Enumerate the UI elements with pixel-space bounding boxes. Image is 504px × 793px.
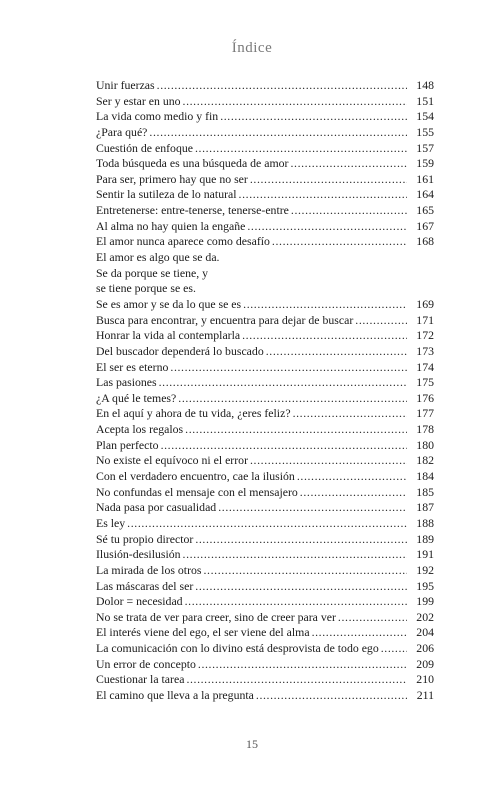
toc-leader-dots: [297, 469, 407, 485]
toc-entry-page: 151: [416, 93, 434, 108]
toc-entry-page: 161: [416, 171, 434, 186]
toc-entry-title: Con el verdadero encuentro, cae la ilusión: [96, 469, 295, 484]
toc-entry-page: 199: [416, 594, 434, 609]
toc-entry: [96, 453, 434, 469]
toc-entry: [96, 328, 434, 344]
toc-leader-dots: [195, 579, 407, 595]
toc-entry-page: 204: [416, 625, 434, 640]
toc-leader-dots: [185, 422, 407, 438]
toc-entry: [96, 438, 434, 454]
toc-entry-title: Se da porque se tiene, y: [96, 265, 209, 280]
toc-entry-title: Sentir la sutileza de lo natural: [96, 187, 237, 202]
toc-entry: [96, 344, 434, 360]
toc-leader-dots: [290, 156, 407, 172]
toc-leader-dots: [204, 563, 408, 579]
toc-entry: [96, 78, 434, 94]
toc-entry-title: Para ser, primero hay que no ser: [96, 171, 248, 186]
toc-entry: [96, 500, 434, 516]
toc-leader-dots: [183, 547, 407, 563]
toc-entry-page: 178: [416, 422, 434, 437]
toc-leader-dots: [338, 610, 407, 626]
toc-entry: [96, 360, 434, 376]
toc-entry: [96, 250, 434, 266]
toc-entry: [96, 594, 434, 610]
toc-leader-dots: [300, 485, 407, 501]
toc-entry: [96, 579, 434, 595]
toc-entry: [96, 610, 434, 626]
toc-leader-dots: [195, 532, 407, 548]
toc-leader-dots: [149, 125, 407, 141]
toc-entry-title: Busca para encontrar, y encuentra para dejar de buscar: [96, 312, 354, 327]
toc-entry: [96, 422, 434, 438]
toc-leader-dots: [185, 594, 407, 610]
page-title: Índice: [231, 40, 273, 56]
toc-entry-page: 180: [416, 437, 434, 452]
toc-entry-page: 211: [416, 687, 434, 702]
toc-entry-page: 165: [416, 203, 434, 218]
toc-leader-dots: [272, 234, 407, 250]
toc-entry: [96, 532, 434, 548]
toc-entry: [96, 266, 434, 282]
toc-entry-title: Nada pasa por casualidad: [96, 500, 217, 515]
toc-entry: [96, 375, 434, 391]
toc-leader-dots: [157, 78, 407, 94]
toc-leader-dots: [247, 219, 407, 235]
toc-entry-title: Acepta los regalos: [96, 422, 184, 437]
toc-entry-page: 148: [416, 78, 434, 92]
toc-leader-dots: [186, 672, 407, 688]
toc-entry-page: 172: [416, 328, 434, 343]
toc-entry: [96, 156, 434, 172]
toc-leader-dots: [183, 94, 407, 110]
toc-entry-title: Cuestionar la tarea: [96, 672, 185, 687]
toc-entry-page: 173: [416, 343, 434, 358]
toc-leader-dots: [250, 453, 407, 469]
toc-entry: [96, 516, 434, 532]
toc-leader-dots: [291, 203, 407, 219]
toc-entry-title: El camino que lleva a la pregunta: [96, 687, 254, 702]
toc-entry: [96, 391, 434, 407]
toc-entry-page: 210: [416, 672, 434, 687]
toc-entry-title: Dolor = necesidad: [96, 594, 183, 609]
toc-entry-title: No se trata de ver para creer, sino de creer para ver: [96, 609, 336, 624]
toc-entry-title: La vida como medio y fin: [96, 109, 219, 124]
toc-entry-page: 185: [416, 484, 434, 499]
toc-entry-title: Es ley: [96, 515, 126, 530]
toc-entry: [96, 313, 434, 329]
toc-entry-page: 184: [416, 469, 434, 484]
toc-entry-page: 206: [416, 641, 434, 656]
toc-entry-title: El ser es eterno: [96, 359, 169, 374]
toc-entry-page: 195: [416, 578, 434, 593]
toc-leader-dots: [161, 438, 407, 454]
toc-entry-page: 159: [416, 156, 434, 171]
toc-entry-page: 176: [416, 390, 434, 405]
toc-leader-dots: [178, 391, 407, 407]
toc-entry-title: El amor nunca aparece como desafío: [96, 234, 270, 249]
table-of-contents: [96, 78, 434, 704]
toc-entry-title: Ser y estar en uno: [96, 93, 181, 108]
toc-entry: [96, 485, 434, 501]
toc-entry: [96, 109, 434, 125]
toc-entry-page: 171: [416, 312, 434, 327]
toc-entry-title: El amor es algo que se da.: [96, 250, 220, 265]
toc-entry-page: 155: [416, 124, 434, 139]
toc-entry-page: 164: [416, 187, 434, 202]
toc-entry-title: Al alma no hay quien la engañe: [96, 218, 246, 233]
toc-entry: [96, 297, 434, 313]
toc-entry: [96, 547, 434, 563]
toc-leader-dots: [266, 344, 407, 360]
toc-entry-page: 174: [416, 359, 434, 374]
toc-entry: [96, 203, 434, 219]
toc-entry-title: No existe el equívoco ni el error: [96, 453, 248, 468]
toc-entry-title: Las pasiones: [96, 375, 157, 390]
toc-leader-dots: [256, 688, 407, 704]
toc-entry-page: 157: [416, 140, 434, 155]
toc-entry: [96, 281, 434, 297]
toc-entry-title: Plan perfecto: [96, 437, 159, 452]
toc-entry-page: 169: [416, 296, 434, 311]
page-number: 15: [246, 737, 258, 751]
toc-entry-page: 192: [416, 562, 434, 577]
toc-leader-dots: [220, 109, 407, 125]
toc-entry-page: 168: [416, 234, 434, 249]
toc-entry-page: 182: [416, 453, 434, 468]
toc-entry-title: El interés viene del ego, el ser viene del alma: [96, 625, 310, 640]
toc-entry-page: 154: [416, 109, 434, 124]
toc-entry-page: 188: [416, 515, 434, 530]
toc-entry-page: 191: [416, 547, 434, 562]
toc-entry-title: Entretenerse: entre-tenerse, tenerse-entre: [96, 203, 289, 218]
toc-entry-page: 189: [416, 531, 434, 546]
toc-leader-dots: [293, 406, 407, 422]
toc-entry-title: En el aquí y ahora de tu vida, ¿eres feliz?: [96, 406, 291, 421]
toc-entry-title: Toda búsqueda es una búsqueda de amor: [96, 156, 289, 171]
toc-entry-title: Un error de concepto: [96, 656, 196, 671]
toc-leader-dots: [239, 187, 407, 203]
toc-entry-title: Las máscaras del ser: [96, 578, 194, 593]
toc-leader-dots: [312, 625, 407, 641]
toc-entry: [96, 141, 434, 157]
toc-entry: [96, 672, 434, 688]
toc-entry: [96, 172, 434, 188]
toc-entry-title: se tiene porque se es.: [96, 281, 196, 296]
toc-entry-title: ¿Para qué?: [96, 124, 148, 139]
toc-leader-dots: [159, 375, 407, 391]
toc-entry-title: La comunicación con lo divino está desprovista de todo ego: [96, 641, 379, 656]
toc-leader-dots: [355, 313, 407, 329]
toc-leader-dots: [195, 141, 407, 157]
toc-entry-title: La mirada de los otros: [96, 562, 202, 577]
toc-entry: [96, 187, 434, 203]
toc-entry-title: Sé tu propio director: [96, 531, 194, 546]
toc-entry-page: 175: [416, 375, 434, 390]
toc-entry-title: Honrar la vida al contemplarla: [96, 328, 241, 343]
toc-entry: [96, 125, 434, 141]
toc-entry: [96, 94, 434, 110]
toc-entry-title: No confundas el mensaje con el mensajero: [96, 484, 298, 499]
toc-entry: [96, 234, 434, 250]
toc-leader-dots: [170, 360, 407, 376]
toc-entry-page: 202: [416, 609, 434, 624]
toc-leader-dots: [242, 328, 407, 344]
toc-entry: [96, 563, 434, 579]
toc-leader-dots: [127, 516, 407, 532]
toc-entry-title: Cuestión de enfoque: [96, 140, 193, 155]
toc-entry: [96, 469, 434, 485]
toc-leader-dots: [250, 172, 407, 188]
toc-entry-title: Se es amor y se da lo que se es: [96, 296, 242, 311]
toc-entry: [96, 219, 434, 235]
toc-entry-title: ¿A qué le temes?: [96, 390, 177, 405]
toc-entry-page: 167: [416, 218, 434, 233]
toc-entry-title: Unir fuerzas: [96, 78, 155, 92]
toc-entry: [96, 406, 434, 422]
toc-leader-dots: [218, 500, 407, 516]
toc-leader-dots: [243, 297, 407, 313]
toc-entry: [96, 641, 434, 657]
toc-leader-dots: [381, 641, 407, 657]
toc-entry-page: 187: [416, 500, 434, 515]
toc-entry: [96, 625, 434, 641]
toc-entry-page: 209: [416, 656, 434, 671]
toc-entry-page: 177: [416, 406, 434, 421]
toc-entry: [96, 657, 434, 673]
toc-entry-title: Ilusión-desilusión: [96, 547, 181, 562]
toc-entry: [96, 688, 434, 704]
toc-leader-dots: [198, 657, 407, 673]
toc-entry-title: Del buscador dependerá lo buscado: [96, 343, 264, 358]
